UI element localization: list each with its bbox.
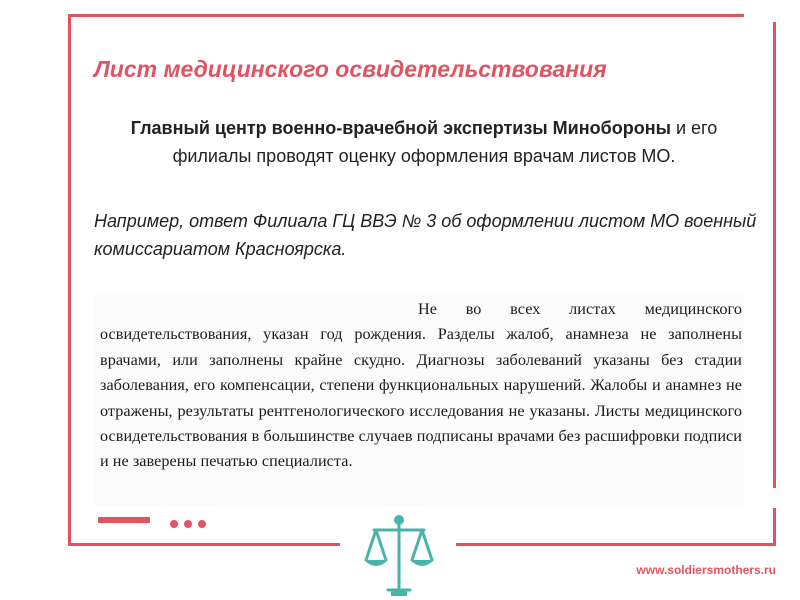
excerpt-text: Не во всех листах медицинского освидетельствования, указан год рождения. Разделы жалоб, анамнеза не заполнены врачами, или заполнены крайне скудно. Диагнозы заболеваний указаны без стадии заболевания, его компенсации, степени функциональных нарушений. Жалобы и анамнез не отражены, результаты рентгенологического исследования не указаны. Листы медицинского освидетельствования в большинстве случаев подписаны врачами без расшифровки подписи и не заверены печатью специалиста. <box>100 300 742 471</box>
slide-subtitle <box>94 114 754 170</box>
document-excerpt <box>94 294 744 506</box>
example-text: Например, ответ Филиала ГЦ ВВЭ № 3 об оформлении листом МО военный комиссариатом Красноярска. <box>94 211 757 259</box>
frame-gap <box>744 10 778 22</box>
subtitle-bold: Главный центр военно-врачебной экспертизы Минобороны <box>130 118 671 138</box>
dot <box>184 520 192 528</box>
subtitle-rest: и его филиалы проводят оценку оформления врачам листов МО. <box>172 118 718 166</box>
dot <box>170 520 178 528</box>
scales-of-justice-icon <box>360 510 438 600</box>
slide-title: Лист медицинского освидетельствования <box>94 56 607 82</box>
dot <box>198 520 206 528</box>
frame-gap <box>770 488 782 508</box>
website-link[interactable]: www.soldiersmothers.ru <box>636 563 776 577</box>
accent-dash <box>98 517 150 523</box>
